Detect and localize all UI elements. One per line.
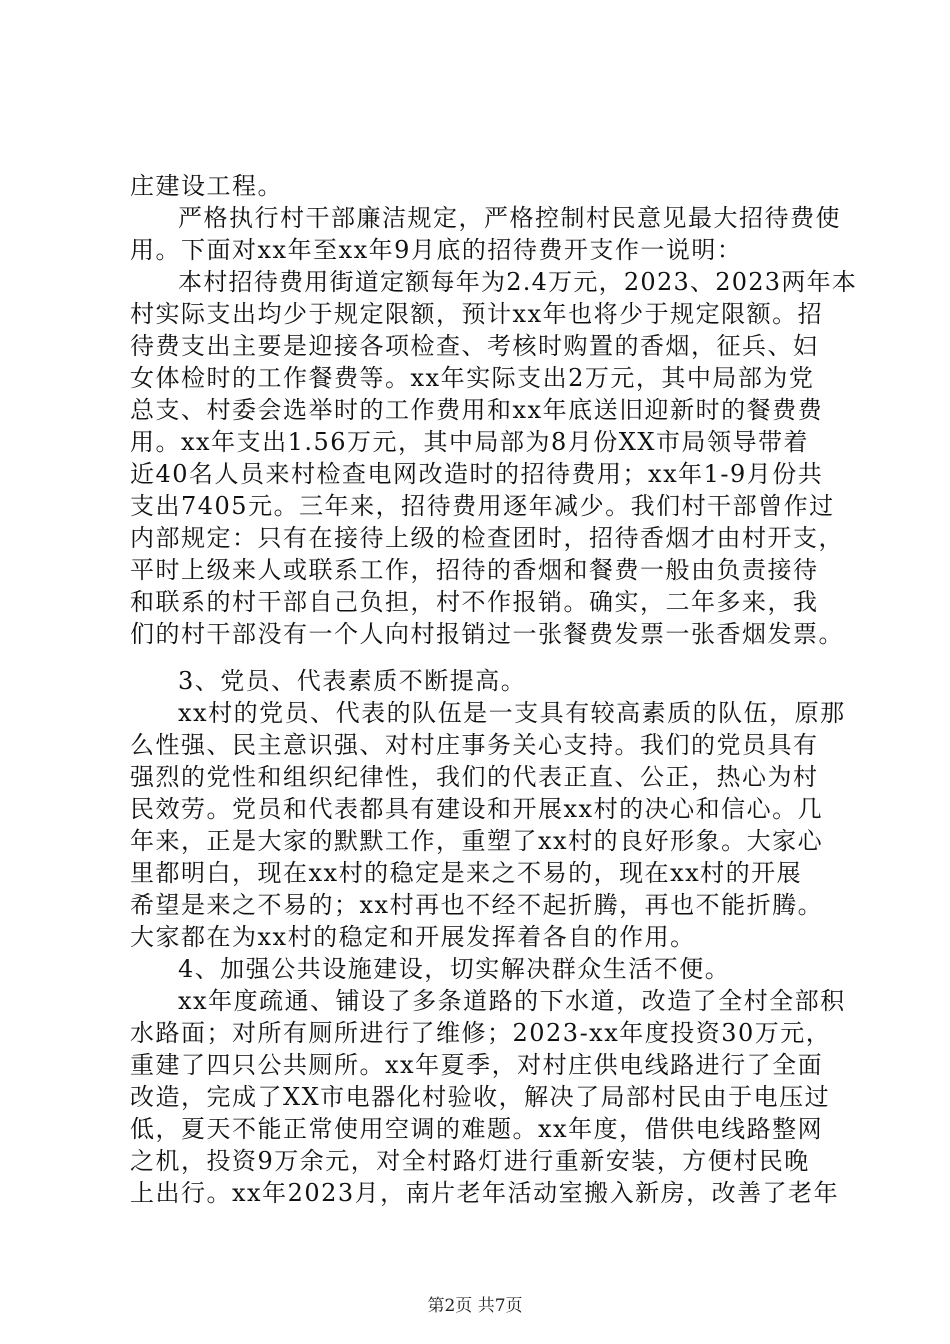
text-line: 严格执行村干部廉洁规定，严格控制村民意见最大招待费使	[178, 204, 841, 232]
text-line: 女体检时的工作餐费等。xx年实际支出2万元，其中局部为党	[130, 364, 815, 392]
page-number-footer: 第2页 共7页	[427, 1296, 523, 1316]
text-line: 总支、村委会选举时的工作费用和xx年底送旧迎新时的餐费费	[130, 396, 824, 424]
text-line: 重建了四只公共厕所。xx年夏季，对村庄供电线路进行了全面	[130, 1051, 824, 1079]
text-line: 上出行。xx年2023月，南片老年活动室搬入新房，改善了老年	[130, 1179, 840, 1207]
text-line: 支出7405元。三年来，招待费用逐年减少。我们村干部曾作过	[130, 492, 835, 520]
text-line: 和联系的村干部自己负担，村不作报销。确实，二年多来，我	[130, 588, 819, 616]
text-line: 希望是来之不易的；xx村再也不经不起折腾，再也不能折腾。	[130, 891, 824, 919]
text-line: 平时上级来人或联系工作，招待的香烟和餐费一般由负责接待	[130, 556, 819, 584]
text-line: 内部规定：只有在接待上级的检查团时，招待香烟才由村开支，	[130, 524, 844, 552]
text-line: 民效劳。党员和代表都具有建设和开展xx村的决心和信心。几	[130, 795, 824, 823]
text-line: xx年度疏通、铺设了多条道路的下水道，改造了全村全部积	[178, 987, 846, 1015]
text-line: 年来，正是大家的默默工作，重塑了xx村的良好形象。大家心	[130, 827, 824, 855]
text-line: 待费支出主要是迎接各项检查、考核时购置的香烟，征兵、妇	[130, 332, 819, 360]
section-heading: 3、党员、代表素质不断提高。	[178, 667, 527, 695]
text-line: 之机，投资9万余元，对全村路灯进行重新安装，方便村民晚	[130, 1147, 810, 1175]
text-line: 本村招待费用街道定额每年为2.4万元，2023、2023两年本	[178, 268, 858, 296]
text-line: 用。xx年支出1.56万元，其中局部为8月份XX市局领导带着	[130, 428, 809, 456]
text-line: 低，夏天不能正常使用空调的难题。xx年度，借供电线路整网	[130, 1115, 824, 1143]
text-line: 村实际支出均少于规定限额，预计xx年也将少于规定限额。招	[130, 300, 824, 328]
text-line: 们的村干部没有一个人向村报销过一张餐费发票一张香烟发票。	[130, 620, 844, 648]
text-line: 用。下面对xx年至xx年9月底的招待费开支作一说明：	[130, 236, 743, 264]
text-line: 里都明白，现在xx村的稳定是来之不易的，现在xx村的开展	[130, 859, 803, 887]
text-line: 近40名人员来村检查电网改造时的招待费用；xx年1-9月份共	[130, 460, 824, 488]
text-line: 水路面；对所有厕所进行了维修；2023-xx年度投资30万元，	[130, 1019, 832, 1047]
text-line: 大家都在为xx村的稳定和开展发挥着各自的作用。	[130, 923, 696, 951]
section-heading: 4、加强公共设施建设，切实解决群众生活不便。	[178, 955, 731, 983]
text-line: 改造，完成了XX市电器化村验收，解决了局部村民由于电压过	[130, 1083, 831, 1111]
text-line: 么性强、民主意识强、对村庄事务关心支持。我们的党员具有	[130, 731, 819, 759]
text-line: 庄建设工程。	[130, 172, 283, 200]
text-line: 强烈的党性和组织纪律性，我们的代表正直、公正，热心为村	[130, 763, 819, 791]
text-line: xx村的党员、代表的队伍是一支具有较高素质的队伍，原那	[178, 699, 846, 727]
